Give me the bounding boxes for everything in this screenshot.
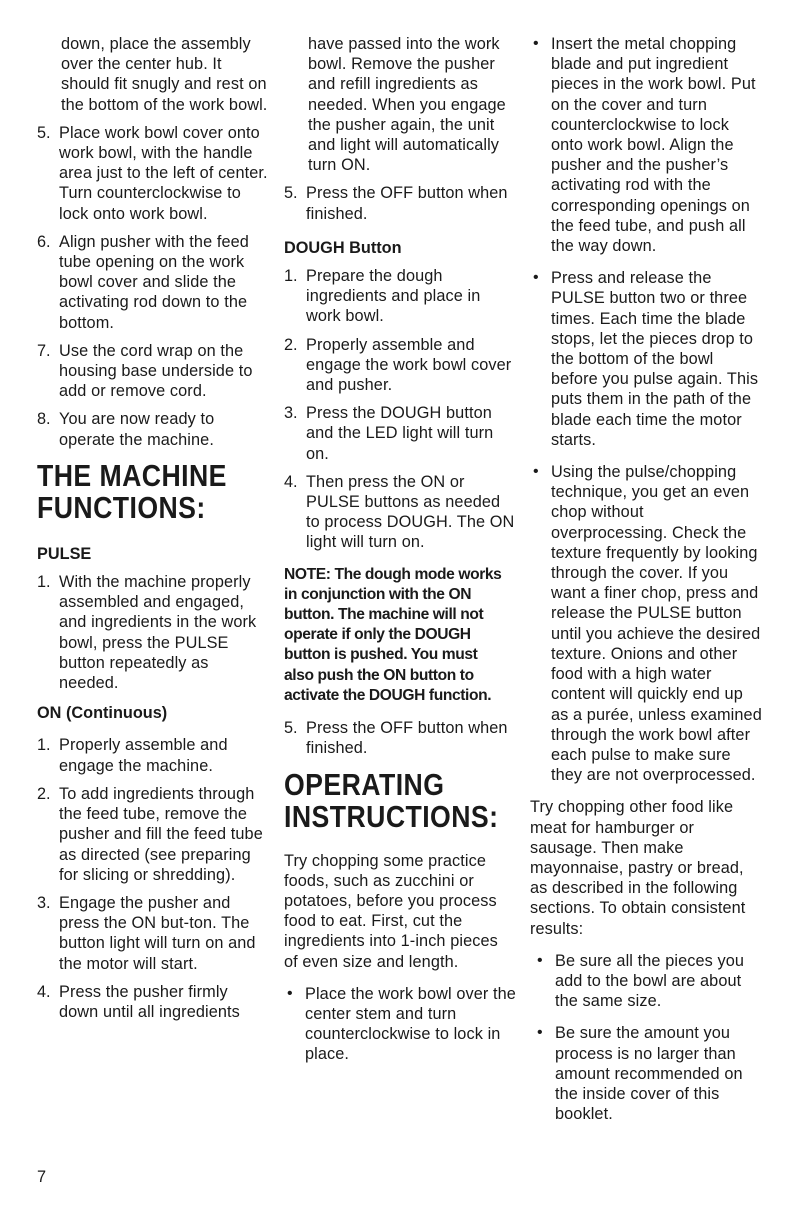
item-text: To add ingredients through the feed tube, remove the pusher and fill the feed tube as directed (see preparing for slicing or shredding). bbox=[59, 784, 263, 884]
list-item bbox=[284, 183, 516, 223]
list-item bbox=[37, 409, 269, 449]
page-number: 7 bbox=[37, 1168, 47, 1186]
list-item bbox=[37, 232, 269, 333]
column-1 bbox=[37, 34, 269, 1030]
continued-text: down, place the assembly over the center hub. It should fit snugly and rest on the bottom of the work bowl. bbox=[61, 35, 268, 114]
bullet-dot: • bbox=[533, 35, 539, 52]
bullet-item bbox=[284, 984, 516, 1065]
list-item bbox=[37, 735, 269, 775]
list-item bbox=[37, 123, 269, 224]
section-heading-line1: OPERATING bbox=[284, 766, 445, 802]
section-heading-line2: FUNCTIONS: bbox=[37, 489, 206, 525]
item-text: Properly assemble and engage the work bowl cover and pusher. bbox=[306, 335, 512, 395]
bullet-text: Place the work bowl over the center stem and turn counterclockwise to lock in place. bbox=[305, 984, 516, 1064]
item-text: With the machine properly assembled and engaged, and ingredients in the work bowl, press the PULSE button repeatedly as needed. bbox=[59, 573, 257, 693]
item-text: Press the OFF button when finished. bbox=[306, 719, 508, 758]
list-item bbox=[37, 341, 269, 402]
bullet-text: Insert the metal chopping blade and put ingredient pieces in the work bowl. Put on the cover and turn counterclockwise to lock onto work bowl. Align the pusher and the pusher’s activating rod with the corresponding openings on the feed tube, and push all the way down. bbox=[551, 35, 756, 256]
paragraph: Try chopping other food like meat for hamburger or sausage. Then make mayonnaise, pastry or bread, as described in the following sections. To obtain consistent results: bbox=[530, 798, 746, 938]
bullet-item bbox=[530, 1023, 762, 1124]
item-number: 1. bbox=[37, 736, 51, 755]
item-number: 4. bbox=[284, 472, 298, 491]
bullet-item bbox=[530, 951, 762, 1012]
item-number: 1. bbox=[284, 267, 298, 286]
bullet-text: Be sure the amount you process is no larger than amount recommended on the inside cover of this booklet. bbox=[555, 1024, 743, 1124]
item-text: Properly assemble and engage the machine. bbox=[59, 736, 228, 775]
item-text: Use the cord wrap on the housing base underside to add or remove cord. bbox=[59, 341, 253, 401]
bullet-text: Be sure all the pieces you add to the bowl are about the same size. bbox=[555, 951, 745, 1011]
item-text: Align pusher with the feed tube opening on the work bowl cover and slide the activating rod down to the bottom. bbox=[59, 232, 249, 332]
item-text: Place work bowl cover onto work bowl, with the handle area just to the left of center. Turn counterclockwise to lock onto work bowl. bbox=[59, 123, 268, 223]
section-heading-line2: INSTRUCTIONS: bbox=[284, 798, 499, 834]
item-number: 3. bbox=[37, 893, 51, 912]
item-text: Press the OFF button when finished. bbox=[306, 184, 508, 223]
item-number: 8. bbox=[37, 410, 51, 429]
section-heading-line1: THE MACHINE bbox=[37, 457, 227, 493]
intro-paragraph: Try chopping some practice foods, such as zucchini or potatoes, before you process food to eat. First, cut the ingredients into 1-inch pieces of even size and length. bbox=[284, 851, 498, 971]
bullet-dot: • bbox=[287, 984, 293, 1002]
continued-text: have passed into the work bowl. Remove the pusher and refill ingredients as needed. When you engage the pusher again, the unit and light will automatically turn ON. bbox=[308, 35, 506, 175]
list-item bbox=[37, 982, 269, 1022]
list-item bbox=[284, 266, 516, 327]
dough-note: NOTE: The dough mode works in conjunction with the ON button. The machine will not operate if only the DOUGH button is pushed. You must also push the ON button to activate the DOUGH function. bbox=[284, 565, 502, 704]
bullet-item bbox=[530, 34, 762, 256]
item-number: 5. bbox=[284, 719, 298, 738]
pulse-subheading: PULSE bbox=[37, 544, 92, 563]
bullet-text: Using the pulse/chopping technique, you get an even chop without overprocessing. Check the texture frequently by looking through the cover. If you want a finer chop, press and release the PULSE button until you achieve the desired texture. Onions and other food with a high water content will quickly end up as a purée, unless examined through the work bowl after each pulse to make sure they are not overprocessed. bbox=[551, 463, 762, 785]
bullet-item bbox=[530, 462, 762, 785]
item-number: 7. bbox=[37, 341, 51, 360]
column-2 bbox=[284, 34, 516, 1077]
bullet-dot: • bbox=[537, 951, 543, 969]
bullet-dot: • bbox=[537, 1024, 543, 1042]
bullet-dot: • bbox=[533, 463, 539, 481]
bullet-text: Press and release the PULSE button two or three times. Each time the blade stops, let the pieces drop to the bottom of the bowl before you pulse again. This puts them in the path of the blade each time the motor starts. bbox=[551, 269, 759, 449]
item-number: 4. bbox=[37, 982, 51, 1001]
list-item bbox=[37, 572, 269, 693]
item-number: 5. bbox=[284, 184, 298, 203]
bullet-item bbox=[530, 268, 762, 450]
item-text: You are now ready to operate the machine. bbox=[59, 410, 215, 449]
item-text: Prepare the dough ingredients and place in work bowl. bbox=[306, 267, 481, 326]
item-number: 1. bbox=[37, 573, 51, 592]
list-item bbox=[284, 335, 516, 396]
item-number: 2. bbox=[284, 335, 298, 354]
column-3 bbox=[530, 34, 762, 1136]
item-text: Then press the ON or PULSE buttons as needed to process DOUGH. The ON light will turn on. bbox=[306, 472, 515, 552]
item-number: 3. bbox=[284, 404, 298, 423]
bullet-dot: • bbox=[533, 269, 539, 287]
item-text: Engage the pusher and press the ON but-ton. The button light will turn on and the motor will start. bbox=[59, 893, 256, 973]
list-item bbox=[284, 403, 516, 464]
list-item bbox=[284, 472, 516, 553]
item-text: Press the DOUGH button and the LED light will turn on. bbox=[306, 404, 494, 463]
list-item bbox=[37, 784, 269, 885]
item-number: 6. bbox=[37, 232, 51, 251]
dough-subheading: DOUGH Button bbox=[284, 238, 402, 257]
list-item bbox=[284, 718, 516, 758]
item-number: 2. bbox=[37, 784, 51, 803]
list-item bbox=[37, 893, 269, 974]
item-text: Press the pusher firmly down until all ingredients bbox=[59, 982, 240, 1021]
on-subheading: ON (Continuous) bbox=[37, 704, 168, 723]
item-number: 5. bbox=[37, 123, 51, 142]
